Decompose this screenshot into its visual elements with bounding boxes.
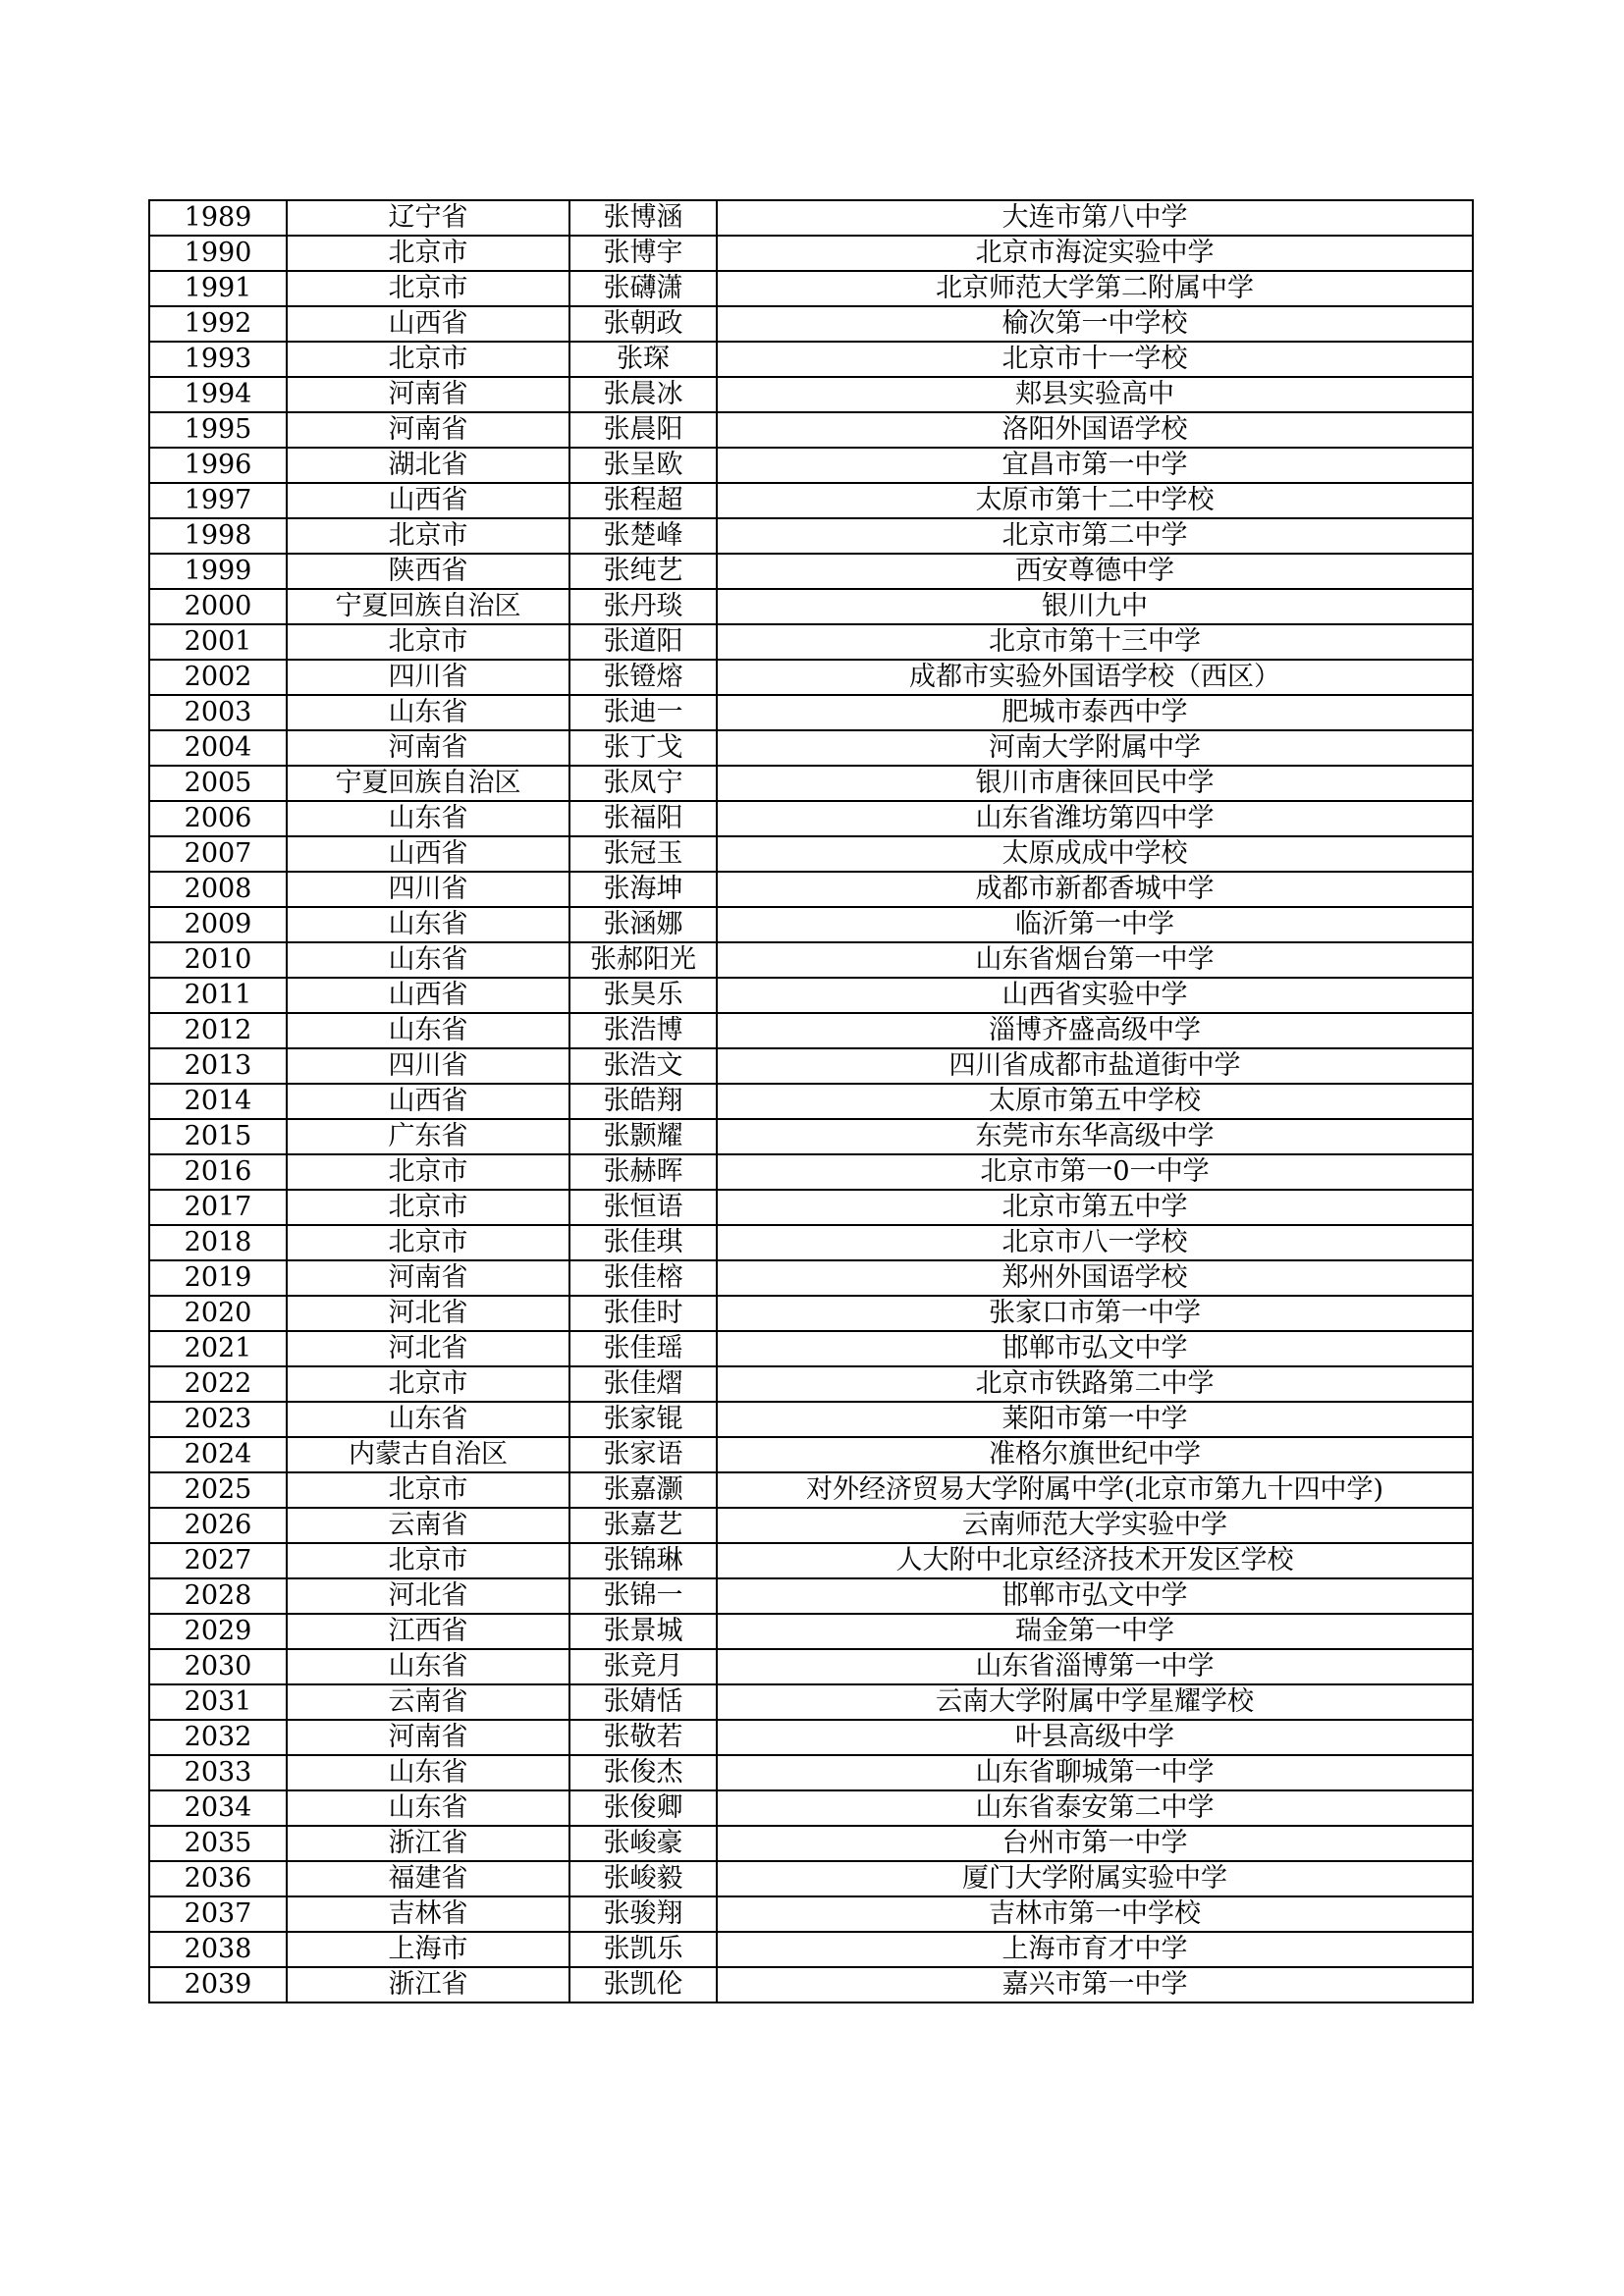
table-row xyxy=(149,660,1473,695)
table-row xyxy=(149,942,1473,978)
row-number-cell: 1994 xyxy=(149,377,287,412)
province-cell: 北京市 xyxy=(287,236,569,271)
table-row xyxy=(149,1755,1473,1790)
table-row xyxy=(149,836,1473,872)
student-name-cell: 张骏翔 xyxy=(569,1896,717,1932)
school-cell: 东莞市东华高级中学 xyxy=(717,1119,1473,1154)
student-name-cell: 张丁戈 xyxy=(569,730,717,766)
student-name-cell: 张景城 xyxy=(569,1614,717,1649)
province-cell: 河北省 xyxy=(287,1331,569,1366)
province-cell: 广东省 xyxy=(287,1119,569,1154)
row-number-cell: 2001 xyxy=(149,624,287,660)
row-number-cell: 2035 xyxy=(149,1826,287,1861)
row-number-cell: 1998 xyxy=(149,518,287,554)
student-name-cell: 张俊杰 xyxy=(569,1755,717,1790)
table-row xyxy=(149,978,1473,1013)
student-name-cell: 张凯乐 xyxy=(569,1932,717,1967)
table-row xyxy=(149,1472,1473,1508)
table-row xyxy=(149,1225,1473,1260)
school-cell: 北京市八一学校 xyxy=(717,1225,1473,1260)
student-name-cell: 张纯艺 xyxy=(569,554,717,589)
table-row xyxy=(149,1331,1473,1366)
province-cell: 北京市 xyxy=(287,1190,569,1225)
province-cell: 山西省 xyxy=(287,978,569,1013)
row-number-cell: 1991 xyxy=(149,271,287,306)
table-row xyxy=(149,1790,1473,1826)
table-row xyxy=(149,1649,1473,1684)
school-cell: 四川省成都市盐道街中学 xyxy=(717,1048,1473,1084)
table-row xyxy=(149,377,1473,412)
student-name-cell: 张博涵 xyxy=(569,200,717,236)
table-row xyxy=(149,1366,1473,1402)
province-cell: 河南省 xyxy=(287,730,569,766)
table-row xyxy=(149,342,1473,377)
student-name-cell: 张涵娜 xyxy=(569,907,717,942)
table-row xyxy=(149,518,1473,554)
province-cell: 河北省 xyxy=(287,1296,569,1331)
school-cell: 河南大学附属中学 xyxy=(717,730,1473,766)
table-row xyxy=(149,1826,1473,1861)
table-row xyxy=(149,1896,1473,1932)
student-name-cell: 张昊乐 xyxy=(569,978,717,1013)
row-number-cell: 2013 xyxy=(149,1048,287,1084)
province-cell: 云南省 xyxy=(287,1508,569,1543)
student-name-cell: 张竞月 xyxy=(569,1649,717,1684)
table-row xyxy=(149,1190,1473,1225)
row-number-cell: 2037 xyxy=(149,1896,287,1932)
row-number-cell: 2032 xyxy=(149,1720,287,1755)
student-name-cell: 张嘉艺 xyxy=(569,1508,717,1543)
school-cell: 准格尔旗世纪中学 xyxy=(717,1437,1473,1472)
row-number-cell: 2004 xyxy=(149,730,287,766)
student-name-cell: 张锦琳 xyxy=(569,1543,717,1578)
province-cell: 四川省 xyxy=(287,872,569,907)
table-row xyxy=(149,1296,1473,1331)
student-name-cell: 张佳瑶 xyxy=(569,1331,717,1366)
student-name-cell: 张福阳 xyxy=(569,801,717,836)
table-row xyxy=(149,801,1473,836)
province-cell: 北京市 xyxy=(287,624,569,660)
table-row xyxy=(149,1154,1473,1190)
student-name-cell: 张皓翔 xyxy=(569,1084,717,1119)
student-name-cell: 张凯伦 xyxy=(569,1967,717,2002)
table-row xyxy=(149,1048,1473,1084)
school-cell: 山西省实验中学 xyxy=(717,978,1473,1013)
school-cell: 山东省潍坊第四中学 xyxy=(717,801,1473,836)
row-number-cell: 2008 xyxy=(149,872,287,907)
table-row xyxy=(149,1578,1473,1614)
student-name-cell: 张峻毅 xyxy=(569,1861,717,1896)
province-cell: 四川省 xyxy=(287,1048,569,1084)
school-cell: 邯郸市弘文中学 xyxy=(717,1578,1473,1614)
student-name-cell: 张恒语 xyxy=(569,1190,717,1225)
table-row xyxy=(149,1084,1473,1119)
row-number-cell: 1992 xyxy=(149,306,287,342)
row-number-cell: 2027 xyxy=(149,1543,287,1578)
province-cell: 北京市 xyxy=(287,1366,569,1402)
student-name-cell: 张敬若 xyxy=(569,1720,717,1755)
row-number-cell: 2007 xyxy=(149,836,287,872)
student-name-cell: 张峻豪 xyxy=(569,1826,717,1861)
table-row xyxy=(149,1932,1473,1967)
table-row xyxy=(149,1614,1473,1649)
student-name-cell: 张俊卿 xyxy=(569,1790,717,1826)
student-name-cell: 张朝政 xyxy=(569,306,717,342)
row-number-cell: 2025 xyxy=(149,1472,287,1508)
table-row xyxy=(149,907,1473,942)
student-name-cell: 张佳榕 xyxy=(569,1260,717,1296)
school-cell: 厦门大学附属实验中学 xyxy=(717,1861,1473,1896)
province-cell: 北京市 xyxy=(287,1154,569,1190)
row-number-cell: 2016 xyxy=(149,1154,287,1190)
student-name-cell: 张镫熔 xyxy=(569,660,717,695)
table-row xyxy=(149,1861,1473,1896)
school-cell: 郏县实验高中 xyxy=(717,377,1473,412)
row-number-cell: 2006 xyxy=(149,801,287,836)
student-name-cell: 张琛 xyxy=(569,342,717,377)
table-row xyxy=(149,1260,1473,1296)
school-cell: 北京市第一0一中学 xyxy=(717,1154,1473,1190)
table-row xyxy=(149,554,1473,589)
row-number-cell: 2019 xyxy=(149,1260,287,1296)
school-cell: 山东省烟台第一中学 xyxy=(717,942,1473,978)
row-number-cell: 2020 xyxy=(149,1296,287,1331)
student-name-cell: 张赫晖 xyxy=(569,1154,717,1190)
province-cell: 河北省 xyxy=(287,1578,569,1614)
row-number-cell: 1997 xyxy=(149,483,287,518)
school-cell: 银川市唐徕回民中学 xyxy=(717,766,1473,801)
table-row xyxy=(149,1402,1473,1437)
student-name-cell: 张楚峰 xyxy=(569,518,717,554)
school-cell: 山东省泰安第二中学 xyxy=(717,1790,1473,1826)
table-row xyxy=(149,448,1473,483)
table-row xyxy=(149,200,1473,236)
table-row xyxy=(149,1437,1473,1472)
row-number-cell: 2012 xyxy=(149,1013,287,1048)
school-cell: 淄博齐盛高级中学 xyxy=(717,1013,1473,1048)
table-row xyxy=(149,271,1473,306)
table-row xyxy=(149,872,1473,907)
table-row xyxy=(149,730,1473,766)
school-cell: 太原市第十二中学校 xyxy=(717,483,1473,518)
student-name-cell: 张佳熠 xyxy=(569,1366,717,1402)
school-cell: 太原市第五中学校 xyxy=(717,1084,1473,1119)
province-cell: 北京市 xyxy=(287,271,569,306)
province-cell: 上海市 xyxy=(287,1932,569,1967)
student-name-cell: 张晨冰 xyxy=(569,377,717,412)
province-cell: 吉林省 xyxy=(287,1896,569,1932)
student-name-cell: 张嘉灏 xyxy=(569,1472,717,1508)
table-row xyxy=(149,412,1473,448)
school-cell: 对外经济贸易大学附属中学(北京市第九十四中学) xyxy=(717,1472,1473,1508)
row-number-cell: 2003 xyxy=(149,695,287,730)
school-cell: 北京市十一学校 xyxy=(717,342,1473,377)
table-row xyxy=(149,695,1473,730)
school-cell: 吉林市第一中学校 xyxy=(717,1896,1473,1932)
table-row xyxy=(149,624,1473,660)
school-cell: 北京市第十三中学 xyxy=(717,624,1473,660)
school-cell: 张家口市第一中学 xyxy=(717,1296,1473,1331)
school-cell: 嘉兴市第一中学 xyxy=(717,1967,1473,2002)
province-cell: 北京市 xyxy=(287,518,569,554)
row-number-cell: 1993 xyxy=(149,342,287,377)
school-cell: 台州市第一中学 xyxy=(717,1826,1473,1861)
province-cell: 宁夏回族自治区 xyxy=(287,589,569,624)
row-number-cell: 2018 xyxy=(149,1225,287,1260)
row-number-cell: 2024 xyxy=(149,1437,287,1472)
school-cell: 太原成成中学校 xyxy=(717,836,1473,872)
school-cell: 山东省聊城第一中学 xyxy=(717,1755,1473,1790)
province-cell: 内蒙古自治区 xyxy=(287,1437,569,1472)
student-name-cell: 张晨阳 xyxy=(569,412,717,448)
row-number-cell: 2010 xyxy=(149,942,287,978)
school-cell: 叶县高级中学 xyxy=(717,1720,1473,1755)
province-cell: 山东省 xyxy=(287,695,569,730)
province-cell: 陕西省 xyxy=(287,554,569,589)
table-row xyxy=(149,236,1473,271)
school-cell: 西安尊德中学 xyxy=(717,554,1473,589)
province-cell: 河南省 xyxy=(287,377,569,412)
student-name-cell: 张道阳 xyxy=(569,624,717,660)
province-cell: 北京市 xyxy=(287,1225,569,1260)
school-cell: 云南师范大学实验中学 xyxy=(717,1508,1473,1543)
school-cell: 上海市育才中学 xyxy=(717,1932,1473,1967)
table-row xyxy=(149,1684,1473,1720)
student-name-cell: 张礴潇 xyxy=(569,271,717,306)
province-cell: 山东省 xyxy=(287,1649,569,1684)
table-row xyxy=(149,1119,1473,1154)
student-name-cell: 张博宇 xyxy=(569,236,717,271)
province-cell: 云南省 xyxy=(287,1684,569,1720)
school-cell: 成都市实验外国语学校（西区） xyxy=(717,660,1473,695)
province-cell: 四川省 xyxy=(287,660,569,695)
roster-body xyxy=(149,200,1473,2002)
school-cell: 邯郸市弘文中学 xyxy=(717,1331,1473,1366)
table-row xyxy=(149,766,1473,801)
province-cell: 浙江省 xyxy=(287,1826,569,1861)
student-name-cell: 张浩博 xyxy=(569,1013,717,1048)
table-row xyxy=(149,1013,1473,1048)
province-cell: 北京市 xyxy=(287,1472,569,1508)
school-cell: 北京师范大学第二附属中学 xyxy=(717,271,1473,306)
province-cell: 山西省 xyxy=(287,306,569,342)
school-cell: 北京市第五中学 xyxy=(717,1190,1473,1225)
row-number-cell: 1989 xyxy=(149,200,287,236)
school-cell: 成都市新都香城中学 xyxy=(717,872,1473,907)
school-cell: 临沂第一中学 xyxy=(717,907,1473,942)
row-number-cell: 2022 xyxy=(149,1366,287,1402)
row-number-cell: 2031 xyxy=(149,1684,287,1720)
province-cell: 河南省 xyxy=(287,1720,569,1755)
province-cell: 浙江省 xyxy=(287,1967,569,2002)
row-number-cell: 2009 xyxy=(149,907,287,942)
table-row xyxy=(149,483,1473,518)
student-name-cell: 张颢耀 xyxy=(569,1119,717,1154)
province-cell: 山东省 xyxy=(287,1790,569,1826)
row-number-cell: 1996 xyxy=(149,448,287,483)
row-number-cell: 2017 xyxy=(149,1190,287,1225)
student-name-cell: 张呈欧 xyxy=(569,448,717,483)
school-cell: 大连市第八中学 xyxy=(717,200,1473,236)
school-cell: 莱阳市第一中学 xyxy=(717,1402,1473,1437)
student-name-cell: 张婧恬 xyxy=(569,1684,717,1720)
province-cell: 北京市 xyxy=(287,1543,569,1578)
student-name-cell: 张佳琪 xyxy=(569,1225,717,1260)
row-number-cell: 2014 xyxy=(149,1084,287,1119)
table-row xyxy=(149,306,1473,342)
student-name-cell: 张迪一 xyxy=(569,695,717,730)
row-number-cell: 2030 xyxy=(149,1649,287,1684)
row-number-cell: 2029 xyxy=(149,1614,287,1649)
province-cell: 山东省 xyxy=(287,1755,569,1790)
table-row xyxy=(149,1543,1473,1578)
school-cell: 北京市铁路第二中学 xyxy=(717,1366,1473,1402)
table-row xyxy=(149,1720,1473,1755)
province-cell: 河南省 xyxy=(287,412,569,448)
student-name-cell: 张家语 xyxy=(569,1437,717,1472)
province-cell: 山东省 xyxy=(287,907,569,942)
student-name-cell: 张郝阳光 xyxy=(569,942,717,978)
row-number-cell: 2026 xyxy=(149,1508,287,1543)
province-cell: 辽宁省 xyxy=(287,200,569,236)
row-number-cell: 2021 xyxy=(149,1331,287,1366)
student-name-cell: 张海坤 xyxy=(569,872,717,907)
province-cell: 山西省 xyxy=(287,483,569,518)
province-cell: 山东省 xyxy=(287,942,569,978)
student-name-cell: 张冠玉 xyxy=(569,836,717,872)
table-row xyxy=(149,1508,1473,1543)
student-name-cell: 张凤宁 xyxy=(569,766,717,801)
province-cell: 山东省 xyxy=(287,801,569,836)
school-cell: 郑州外国语学校 xyxy=(717,1260,1473,1296)
row-number-cell: 2039 xyxy=(149,1967,287,2002)
school-cell: 银川九中 xyxy=(717,589,1473,624)
school-cell: 云南大学附属中学星耀学校 xyxy=(717,1684,1473,1720)
row-number-cell: 2034 xyxy=(149,1790,287,1826)
row-number-cell: 2000 xyxy=(149,589,287,624)
table-row xyxy=(149,1967,1473,2002)
school-cell: 宜昌市第一中学 xyxy=(717,448,1473,483)
student-name-cell: 张家锟 xyxy=(569,1402,717,1437)
row-number-cell: 2005 xyxy=(149,766,287,801)
province-cell: 山东省 xyxy=(287,1402,569,1437)
row-number-cell: 1995 xyxy=(149,412,287,448)
table-row xyxy=(149,589,1473,624)
student-name-cell: 张丹琰 xyxy=(569,589,717,624)
row-number-cell: 2036 xyxy=(149,1861,287,1896)
school-cell: 山东省淄博第一中学 xyxy=(717,1649,1473,1684)
province-cell: 山西省 xyxy=(287,836,569,872)
student-name-cell: 张佳时 xyxy=(569,1296,717,1331)
student-name-cell: 张锦一 xyxy=(569,1578,717,1614)
school-cell: 肥城市泰西中学 xyxy=(717,695,1473,730)
province-cell: 河南省 xyxy=(287,1260,569,1296)
row-number-cell: 2023 xyxy=(149,1402,287,1437)
school-cell: 洛阳外国语学校 xyxy=(717,412,1473,448)
province-cell: 江西省 xyxy=(287,1614,569,1649)
student-roster-table xyxy=(148,199,1474,2003)
school-cell: 人大附中北京经济技术开发区学校 xyxy=(717,1543,1473,1578)
row-number-cell: 2038 xyxy=(149,1932,287,1967)
row-number-cell: 1999 xyxy=(149,554,287,589)
school-cell: 榆次第一中学校 xyxy=(717,306,1473,342)
school-cell: 北京市海淀实验中学 xyxy=(717,236,1473,271)
province-cell: 湖北省 xyxy=(287,448,569,483)
province-cell: 山东省 xyxy=(287,1013,569,1048)
school-cell: 瑞金第一中学 xyxy=(717,1614,1473,1649)
province-cell: 北京市 xyxy=(287,342,569,377)
row-number-cell: 1990 xyxy=(149,236,287,271)
student-name-cell: 张程超 xyxy=(569,483,717,518)
row-number-cell: 2015 xyxy=(149,1119,287,1154)
province-cell: 宁夏回族自治区 xyxy=(287,766,569,801)
province-cell: 福建省 xyxy=(287,1861,569,1896)
row-number-cell: 2033 xyxy=(149,1755,287,1790)
row-number-cell: 2028 xyxy=(149,1578,287,1614)
student-name-cell: 张浩文 xyxy=(569,1048,717,1084)
row-number-cell: 2002 xyxy=(149,660,287,695)
school-cell: 北京市第二中学 xyxy=(717,518,1473,554)
row-number-cell: 2011 xyxy=(149,978,287,1013)
province-cell: 山西省 xyxy=(287,1084,569,1119)
